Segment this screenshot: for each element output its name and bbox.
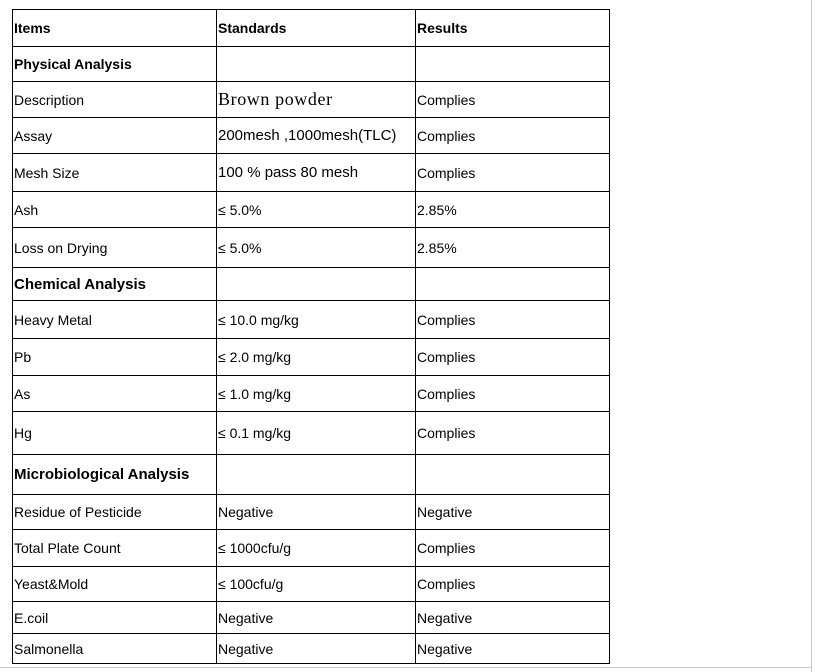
section-row — [13, 455, 610, 495]
item-cell: Yeast&Mold — [13, 567, 217, 602]
result-cell: Negative — [416, 495, 610, 530]
specification-table — [12, 9, 610, 664]
table-row — [13, 495, 610, 530]
standard-cell: Negative — [217, 495, 416, 530]
result-cell: Negative — [416, 634, 610, 664]
standard-cell: ≤ 5.0% — [217, 228, 416, 268]
standard-cell: 200mesh ,1000mesh(TLC) — [217, 118, 416, 154]
table-row — [13, 567, 610, 602]
table-row — [13, 228, 610, 268]
standard-cell: 100 % pass 80 mesh — [217, 154, 416, 192]
table-row — [13, 339, 610, 376]
result-cell: Complies — [416, 412, 610, 455]
item-cell: Loss on Drying — [13, 228, 217, 268]
item-cell: Assay — [13, 118, 217, 154]
empty-cell — [217, 268, 416, 301]
table-row — [13, 82, 610, 118]
item-cell: Ash — [13, 192, 217, 228]
table-row — [13, 530, 610, 567]
standard-cell: ≤ 5.0% — [217, 192, 416, 228]
result-cell: Negative — [416, 602, 610, 634]
standard-cell: Negative — [217, 602, 416, 634]
table-row — [13, 376, 610, 412]
result-cell: Complies — [416, 154, 610, 192]
item-cell: Hg — [13, 412, 217, 455]
result-cell: Complies — [416, 82, 610, 118]
item-cell: Heavy Metal — [13, 301, 217, 339]
table-row — [13, 301, 610, 339]
result-cell: Complies — [416, 376, 610, 412]
standard-cell: ≤ 0.1 mg/kg — [217, 412, 416, 455]
section-title-microbiological: Microbiological Analysis — [13, 455, 217, 495]
section-row — [13, 268, 610, 301]
table-row — [13, 634, 610, 664]
section-title-physical: Physical Analysis — [13, 47, 217, 82]
item-cell: Pb — [13, 339, 217, 376]
standard-cell: Negative — [217, 634, 416, 664]
empty-cell — [416, 47, 610, 82]
item-cell: E.coil — [13, 602, 217, 634]
result-cell: Complies — [416, 339, 610, 376]
header-row — [13, 10, 610, 47]
section-row — [13, 47, 610, 82]
standard-cell: ≤ 1.0 mg/kg — [217, 376, 416, 412]
table-row — [13, 602, 610, 634]
item-cell: Residue of Pesticide — [13, 495, 217, 530]
result-cell: Complies — [416, 530, 610, 567]
standard-cell: Brown powder — [217, 82, 416, 118]
standard-cell: ≤ 10.0 mg/kg — [217, 301, 416, 339]
right-border — [811, 0, 812, 672]
empty-cell — [416, 455, 610, 495]
header-standards: Standards — [217, 10, 416, 47]
standard-cell: ≤ 2.0 mg/kg — [217, 339, 416, 376]
result-cell: Complies — [416, 567, 610, 602]
header-results: Results — [416, 10, 610, 47]
bottom-border — [0, 667, 812, 668]
item-cell: Total Plate Count — [13, 530, 217, 567]
section-title-chemical: Chemical Analysis — [13, 268, 217, 301]
result-cell: Complies — [416, 118, 610, 154]
table-row — [13, 118, 610, 154]
empty-cell — [217, 455, 416, 495]
standard-cell: ≤ 100cfu/g — [217, 567, 416, 602]
item-cell: Mesh Size — [13, 154, 217, 192]
table-row — [13, 154, 610, 192]
header-items: Items — [13, 10, 217, 47]
result-cell: 2.85% — [416, 228, 610, 268]
item-cell: Description — [13, 82, 217, 118]
item-cell: As — [13, 376, 217, 412]
item-cell: Salmonella — [13, 634, 217, 664]
empty-cell — [416, 268, 610, 301]
table-row — [13, 412, 610, 455]
result-cell: Complies — [416, 301, 610, 339]
table-row — [13, 192, 610, 228]
result-cell: 2.85% — [416, 192, 610, 228]
standard-cell: ≤ 1000cfu/g — [217, 530, 416, 567]
empty-cell — [217, 47, 416, 82]
